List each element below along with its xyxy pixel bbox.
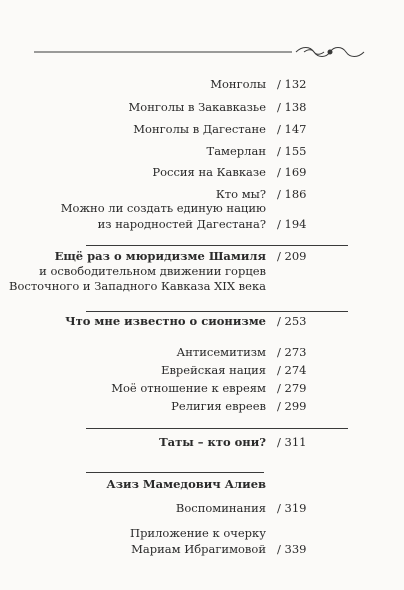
entry-page: / 138 [277, 100, 307, 114]
section-rule [86, 245, 348, 246]
entry-title: Монголы в Закавказье [128, 100, 266, 114]
entry-title: Монголы [210, 77, 266, 91]
entry-page: / 339 [277, 542, 307, 556]
entry-title-line-2: из народностей Дагестана? [97, 217, 266, 231]
entry-page: / 279 [277, 381, 307, 395]
entry-page: / 194 [277, 217, 307, 231]
entry-title: Антисемитизм [176, 345, 266, 359]
entry-title: Воспоминания [175, 501, 266, 515]
entry-title: Кто мы? [215, 187, 266, 201]
entry-page: / 186 [277, 187, 307, 201]
ornament-divider [34, 44, 368, 60]
heading-page: / 253 [277, 314, 307, 328]
section-rule [86, 472, 264, 473]
entry-page: / 155 [277, 144, 307, 158]
heading-title: Что мне известно о сионизме [65, 314, 266, 328]
entry-title: Монголы в Дагестане [133, 122, 266, 136]
entry-title: Россия на Кавказе [152, 165, 266, 179]
entry-title-line-1: Приложение к очерку [130, 526, 266, 540]
heading-line-3: Восточного и Западного Кавказа XIX века [9, 279, 266, 293]
entry-page: / 273 [277, 345, 307, 359]
heading-line-2: и освободительном движении горцев [39, 264, 266, 278]
entry-page: / 147 [277, 122, 307, 136]
heading-page: / 311 [277, 435, 307, 449]
entry-page: / 299 [277, 399, 307, 413]
entry-page: / 132 [277, 77, 307, 91]
heading-page: / 209 [277, 249, 307, 263]
entry-title: Моё отношение к евреям [111, 381, 266, 395]
entry-title-line-2: Мариам Ибрагимовой [131, 542, 266, 556]
entry-title: Еврейская нация [161, 363, 266, 377]
heading-title: Азиз Мамедович Алиев [106, 477, 266, 491]
heading-line-1: Ещё раз о мюридизме Шамиля [54, 249, 266, 263]
entry-title: Тамерлан [206, 144, 266, 158]
heading-title: Таты – кто они? [159, 435, 266, 449]
entry-title-line-1: Можно ли создать единую нацию [60, 201, 266, 215]
entry-page: / 274 [277, 363, 307, 377]
section-rule [86, 311, 348, 312]
entry-page: / 169 [277, 165, 307, 179]
entry-title: Религия евреев [171, 399, 266, 413]
section-rule [86, 428, 348, 429]
entry-page: / 319 [277, 501, 307, 515]
